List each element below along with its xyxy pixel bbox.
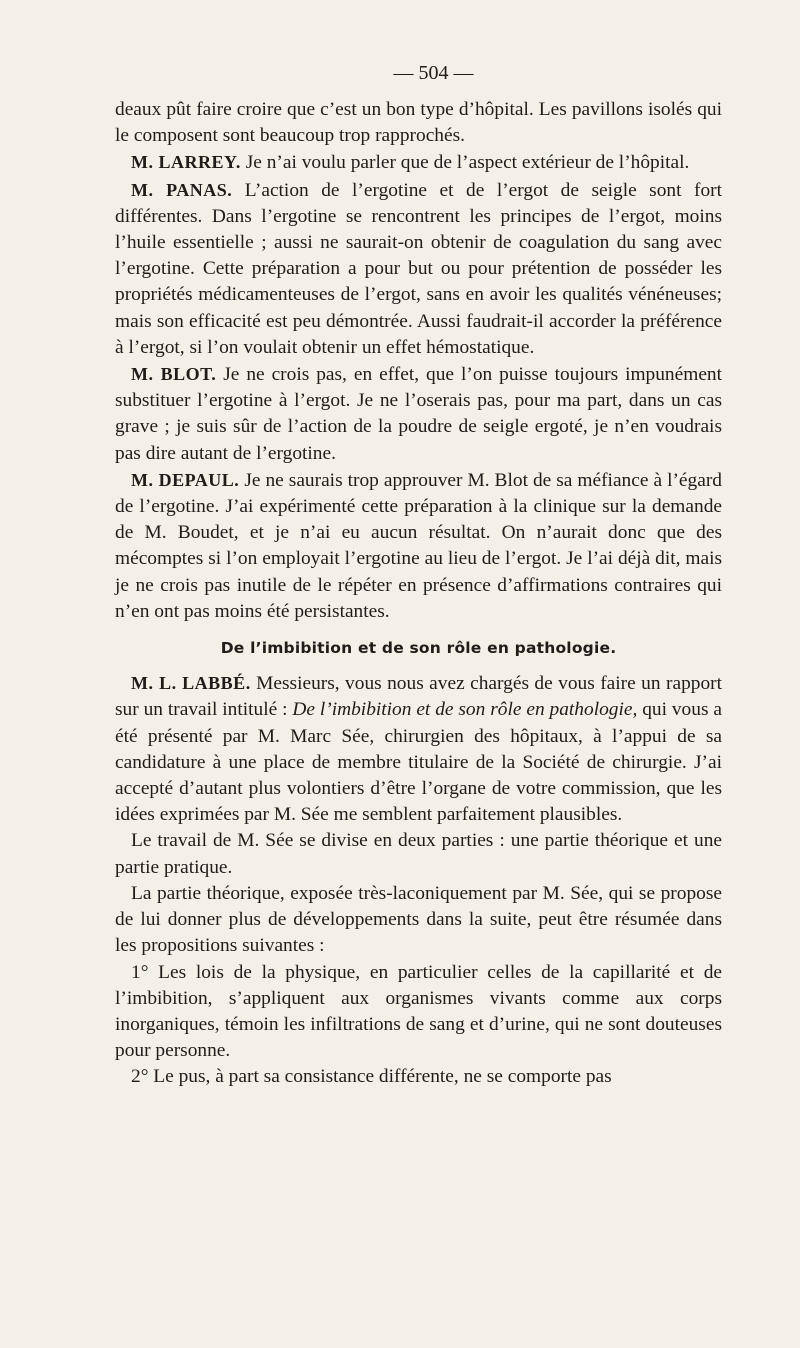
work-title: De l’imbibition et de son rôle en pathologie, (292, 699, 638, 721)
paragraph-larrey (115, 149, 722, 176)
paragraph-labbe (115, 670, 722, 828)
speaker-name: M. L. LABBÉ. (131, 673, 251, 694)
paragraph-text: L’action de l’ergotine et de l’ergot de seigle sont fort différentes. Dans l’ergotine se rencontrent les principes de l’ergot, moins l’huile essentielle ; aussi ne saurait-on obtenir de coagulation du sang avec l’ergotine. Cette préparation a pour but ou pour prétention de posséder les propriétés médicamenteuses de l’ergot, sans en avoir les qualités vénéneuses; mais son efficacité est peu démontrée. Aussi faudrait-il accorder la préférence à l’ergot, si l’on voulait obtenir un effet hémostatique. (115, 179, 723, 358)
proposition-1: 1° Les lois de la physique, en particulier celles de la capillarité et de l’imbibition, s’appliquent aux organismes vivants comme aux corps inorganiques, témoin les infiltrations de sang et d’urine, qui ne sont douteuses pour personne. (115, 961, 722, 1062)
proposition-2: 2° Le pus, à part sa consistance différente, ne se comporte pas (131, 1066, 612, 1088)
paragraph-panas (115, 177, 722, 361)
paragraph-blot (115, 361, 722, 467)
speaker-name: M. BLOT. (131, 364, 217, 385)
speaker-name: M. DEPAUL. (131, 469, 240, 490)
paragraph-depaul (115, 467, 722, 625)
paragraph-text: Je ne crois pas, en effet, que l’on puisse toujours impunément substituer l’ergotine à l’ergot. Je ne l’oserais pas, pour ma part, dans un cas grave ; je suis sûr de l’action de la poudre de seigle ergoté, je n’en voudrais pas dire autant de l’ergotine. (115, 364, 723, 464)
paragraph-text: Je n’ai voulu parler que de l’aspect extérieur de l’hôpital. (240, 152, 690, 174)
paragraph-text: Messieurs, vous nous avez chargés de vous faire un rapport sur un travail intitulé : (115, 673, 722, 721)
paragraph-text: Je ne saurais trop approuver M. Blot de sa méfiance à l’égard de l’ergotine. J’ai expérimenté cette préparation à la clinique sur la demande de M. Boudet, et je n’ai eu aucun résultat. On n’aurait donc que des mécomptes si l’on employait l’ergotine au lieu de l’ergot. Je l’ai déjà dit, mais je ne crois pas inutile de le répéter en présence d’affirmations contraires qui n’en ont pas moins été persistantes. (115, 469, 722, 622)
speaker-name: M. LARREY. (131, 152, 241, 173)
paragraph-text: qui vous a été présenté par M. Marc Sée, chirurgien des hôpitaux, à l’appui de sa candidature à une place de membre titulaire de la Société de chirurgie. J’ai accepté d’autant plus volontiers d’être l’organe de votre commission, que les idées exprimées par M. Sée me semblent parfaitement plausibles. (115, 699, 722, 826)
paragraph-work-division: Le travail de M. Sée se divise en deux parties : une partie théorique et une partie pratique. (115, 830, 722, 878)
paragraph-theory-summary: La partie théorique, exposée très-laconiquement par M. Sée, qui se propose de lui donner plus de développements dans la suite, peut être résumée dans les propositions suivantes : (115, 882, 722, 957)
paragraph-continuation: deaux pût faire croire que c’est un bon type d’hôpital. Les pavillons isolés qui le composent sont beaucoup trop rapprochés. (115, 99, 722, 147)
speaker-name: M. PANAS. (131, 179, 233, 200)
page-body (115, 97, 722, 1091)
section-title: De l’imbibition et de son rôle en pathologie. (220, 639, 617, 658)
page-number: — 504 — (393, 62, 474, 84)
